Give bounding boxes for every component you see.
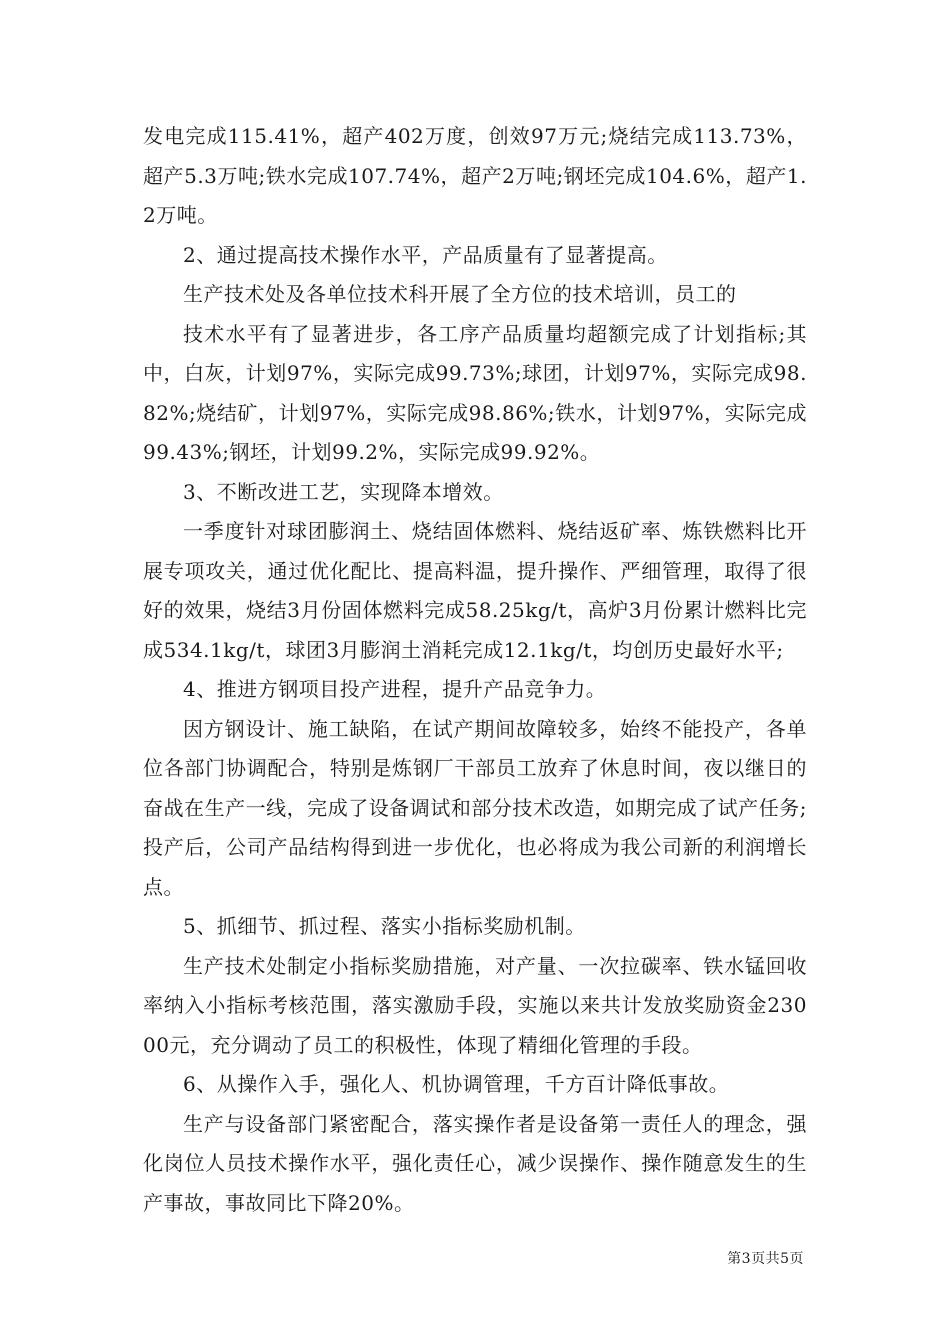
paragraph-incentives: 生产技术处制定小指标奖励措施，对产量、一次拉碳率、铁水锰回收率纳入小指标考核范围，落实激励手段，实施以来共计发放奖励资金23000元，充分调动了员工的积极性，体现了精细化管理的手段。 [143, 953, 807, 1057]
page-number: 第3页共5页 [727, 1251, 804, 1267]
section-heading-process: 3、不断改进工艺，实现降本增效。 [183, 479, 504, 504]
paragraph-training: 生产技术处及各单位技术科开展了全方位的技术培训，员工的 [183, 282, 737, 306]
paragraph-safety: 生产与设备部门紧密配合，落实操作者是设备第一责任人的理念，强化岗位人员技术操作水平，强化责任心，减少误操作、操作随意发生的生产事故，事故同比下降20%。 [143, 1111, 807, 1215]
section-heading-quality: 2、通过提高技术操作水平，产品质量有了显著提高。 [183, 242, 668, 267]
document-body [143, 117, 807, 1223]
paragraph-process-results: 一季度针对球团膨润土、烧结固体燃料、烧结返矿率、炼铁燃料比开展专项攻关，通过优化配比、提高料温，提升操作、严细管理，取得了很好的效果，烧结3月份固体燃料完成58.25kg/t，高炉3月份累计燃料比完成534.1kg/t，球团3月膨润土消耗完成12.1kg/t，均创历史最好水平; [143, 519, 807, 662]
section-heading-safety: 6、从操作入手，强化人、机协调管理，千方百计降低事故。 [183, 1072, 730, 1096]
paragraph-square-steel: 因方钢设计、施工缺陷，在试产期间故障较多，始终不能投产，各单位各部门协调配合，特别是炼钢厂干部员工放弃了休息时间，夜以继日的奋战在生产一线，完成了设备调试和部分技术改造，如期完成了试产任务;投产后，公司产品结构得到进一步优化，也必将成为我公司新的利润增长点。 [143, 716, 807, 899]
section-heading-incentives: 5、抓细节、抓过程、落实小指标奖励机制。 [183, 914, 586, 938]
paragraph-output-summary: 发电完成115.41%，超产402万度，创效97万元;烧结完成113.73%，超产5.3万吨;铁水完成107.74%，超产2万吨;钢坯完成104.6%，超产1.2万吨。 [143, 124, 807, 227]
section-heading-square-steel: 4、推进方钢项目投产进程，提升产品竞争力。 [183, 677, 607, 701]
paragraph-quality-results: 技术水平有了显著进步，各工序产品质量均超额完成了计划指标;其中，白灰，计划97%，实际完成99.73%;球团，计划97%，实际完成98.82%;烧结矿，计划97%，实际完成98.86%;铁水，计划97%，实际完成99.43%;钢坯，计划99.2%，实际完成99.92%。 [143, 321, 807, 464]
